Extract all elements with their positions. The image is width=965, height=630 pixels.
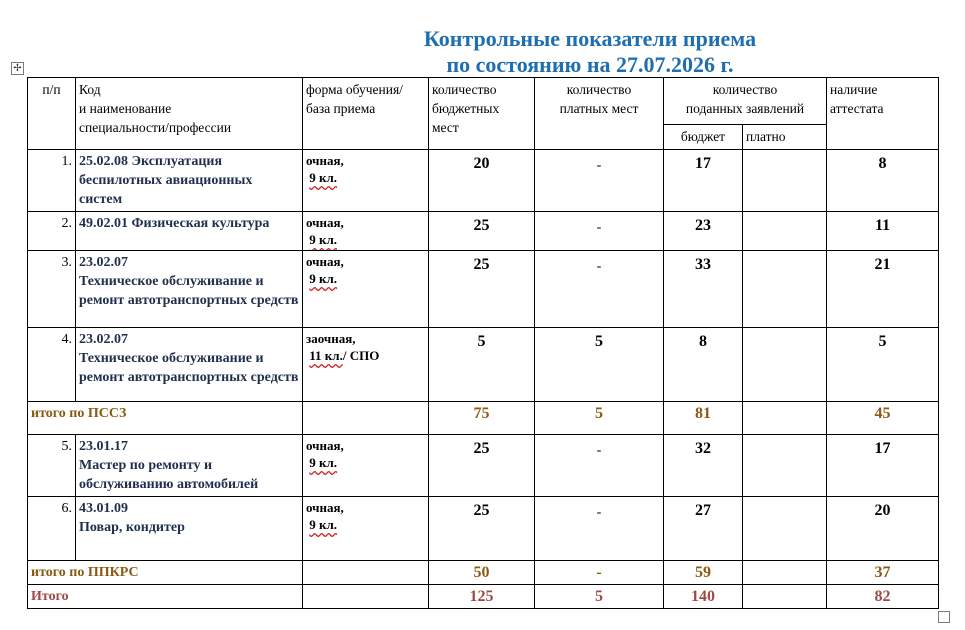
- subtotal-row-ppkrs: [28, 561, 939, 585]
- header-paid-places: количество платных мест: [535, 78, 664, 150]
- title-line-2: по состоянию на 27.07.2026 г.: [446, 52, 734, 77]
- applications-paid: [743, 435, 827, 497]
- header-form: форма обучения/ база приема: [303, 78, 429, 150]
- form-extra: / СПО: [342, 348, 380, 363]
- paid-places: 5: [535, 328, 664, 402]
- header-row: [28, 78, 939, 125]
- specialty-name: 23.01.17 Мастер по ремонту и обслуживанию автомобилей: [76, 435, 303, 497]
- budget-places: 25: [429, 251, 535, 328]
- table-row: [28, 212, 939, 251]
- subtotal-paid: -: [535, 561, 664, 585]
- subtotal-app-paid: [743, 402, 827, 435]
- header-num: [28, 78, 76, 150]
- form-type: заочная,: [306, 331, 356, 346]
- grand-total-empty: [303, 585, 429, 609]
- header-certificate: наличие аттестата: [827, 78, 939, 150]
- row-number: 1.: [28, 150, 76, 212]
- header-applications: количество поданных заявлений: [664, 78, 827, 125]
- budget-places: 20: [429, 150, 535, 212]
- study-form: [303, 150, 429, 212]
- form-base: 9 кл.: [309, 455, 338, 470]
- applications-budget: 27: [664, 497, 743, 561]
- study-form: [303, 251, 429, 328]
- subtotal-label: итого по ППКРС: [28, 561, 303, 585]
- specialty-name: 23.02.07 Техническое обслуживание и ремонт автотранспортных средств: [76, 251, 303, 328]
- applications-budget: 32: [664, 435, 743, 497]
- subtotal-empty: [303, 561, 429, 585]
- subtotal-budget: 75: [429, 402, 535, 435]
- table-row: [28, 435, 939, 497]
- row-number: 4.: [28, 328, 76, 402]
- specialty-name: 43.01.09 Повар, кондитер: [76, 497, 303, 561]
- grand-total-app-budget: 140: [664, 585, 743, 609]
- form-base: 9 кл.: [309, 170, 338, 185]
- certificates: 17: [827, 435, 939, 497]
- subtotal-row-ppssz: [28, 402, 939, 435]
- header-app-paid: платно: [743, 125, 827, 150]
- row-number: 5.: [28, 435, 76, 497]
- specialty-name: 49.02.01 Физическая культура: [76, 212, 303, 251]
- table-row: [28, 251, 939, 328]
- applications-paid: [743, 150, 827, 212]
- form-base: 9 кл.: [309, 271, 338, 286]
- subtotal-budget: 50: [429, 561, 535, 585]
- applications-budget: 23: [664, 212, 743, 251]
- subtotal-cert: 45: [827, 402, 939, 435]
- budget-places: 5: [429, 328, 535, 402]
- form-type: очная,: [306, 254, 344, 269]
- header-num-text: п/п: [42, 82, 61, 97]
- move-cross-icon[interactable]: ✢: [11, 62, 24, 75]
- paid-places: -: [535, 251, 664, 328]
- subtotal-paid: 5: [535, 402, 664, 435]
- paid-places: -: [535, 150, 664, 212]
- applications-paid: [743, 497, 827, 561]
- specialty-name: 25.02.08 Эксплуатация беспилотных авиационных систем: [76, 150, 303, 212]
- subtotal-label: итого по ПССЗ: [28, 402, 303, 435]
- grand-total-app-paid: [743, 585, 827, 609]
- form-type: очная,: [306, 500, 344, 515]
- title-line-1: Контрольные показатели приема: [423, 26, 757, 51]
- grand-total-row: [28, 585, 939, 609]
- study-form: [303, 497, 429, 561]
- study-form: [303, 328, 429, 402]
- grand-total-paid: 5: [535, 585, 664, 609]
- paid-places: -: [535, 212, 664, 251]
- applications-paid: [743, 212, 827, 251]
- subtotal-app-budget: 81: [664, 402, 743, 435]
- resize-square-icon[interactable]: [938, 611, 950, 623]
- grand-total-cert: 82: [827, 585, 939, 609]
- certificates: 20: [827, 497, 939, 561]
- subtotal-app-budget: 59: [664, 561, 743, 585]
- admission-table: [27, 77, 939, 609]
- subtotal-cert: 37: [827, 561, 939, 585]
- table-row: [28, 497, 939, 561]
- applications-budget: 8: [664, 328, 743, 402]
- row-number: 3.: [28, 251, 76, 328]
- row-number: 2.: [28, 212, 76, 251]
- form-type: очная,: [306, 215, 344, 230]
- certificates: 11: [827, 212, 939, 251]
- certificates: 8: [827, 150, 939, 212]
- certificates: 5: [827, 328, 939, 402]
- form-base: 9 кл.: [309, 232, 338, 247]
- study-form: [303, 212, 429, 251]
- form-type: очная,: [306, 438, 344, 453]
- header-budget-places: количество бюджетных мест: [429, 78, 535, 150]
- paid-places: -: [535, 497, 664, 561]
- study-form: [303, 435, 429, 497]
- subtotal-app-paid: [743, 561, 827, 585]
- budget-places: 25: [429, 212, 535, 251]
- certificates: 21: [827, 251, 939, 328]
- paid-places: -: [535, 435, 664, 497]
- applications-budget: 33: [664, 251, 743, 328]
- grand-total-budget: 125: [429, 585, 535, 609]
- row-number: 6.: [28, 497, 76, 561]
- grand-total-label: Итого: [28, 585, 303, 609]
- page-title: [300, 26, 880, 78]
- subtotal-empty: [303, 402, 429, 435]
- specialty-name: 23.02.07 Техническое обслуживание и ремонт автотранспортных средств: [76, 328, 303, 402]
- applications-budget: 17: [664, 150, 743, 212]
- form-type: очная,: [306, 153, 344, 168]
- header-app-budget: бюджет: [664, 125, 743, 150]
- applications-paid: [743, 251, 827, 328]
- table-row: [28, 150, 939, 212]
- budget-places: 25: [429, 497, 535, 561]
- form-base: 11 кл.: [309, 348, 343, 363]
- budget-places: 25: [429, 435, 535, 497]
- applications-paid: [743, 328, 827, 402]
- table-row: [28, 328, 939, 402]
- form-base: 9 кл.: [309, 517, 338, 532]
- header-name: Код и наименование специальности/профессии: [76, 78, 303, 150]
